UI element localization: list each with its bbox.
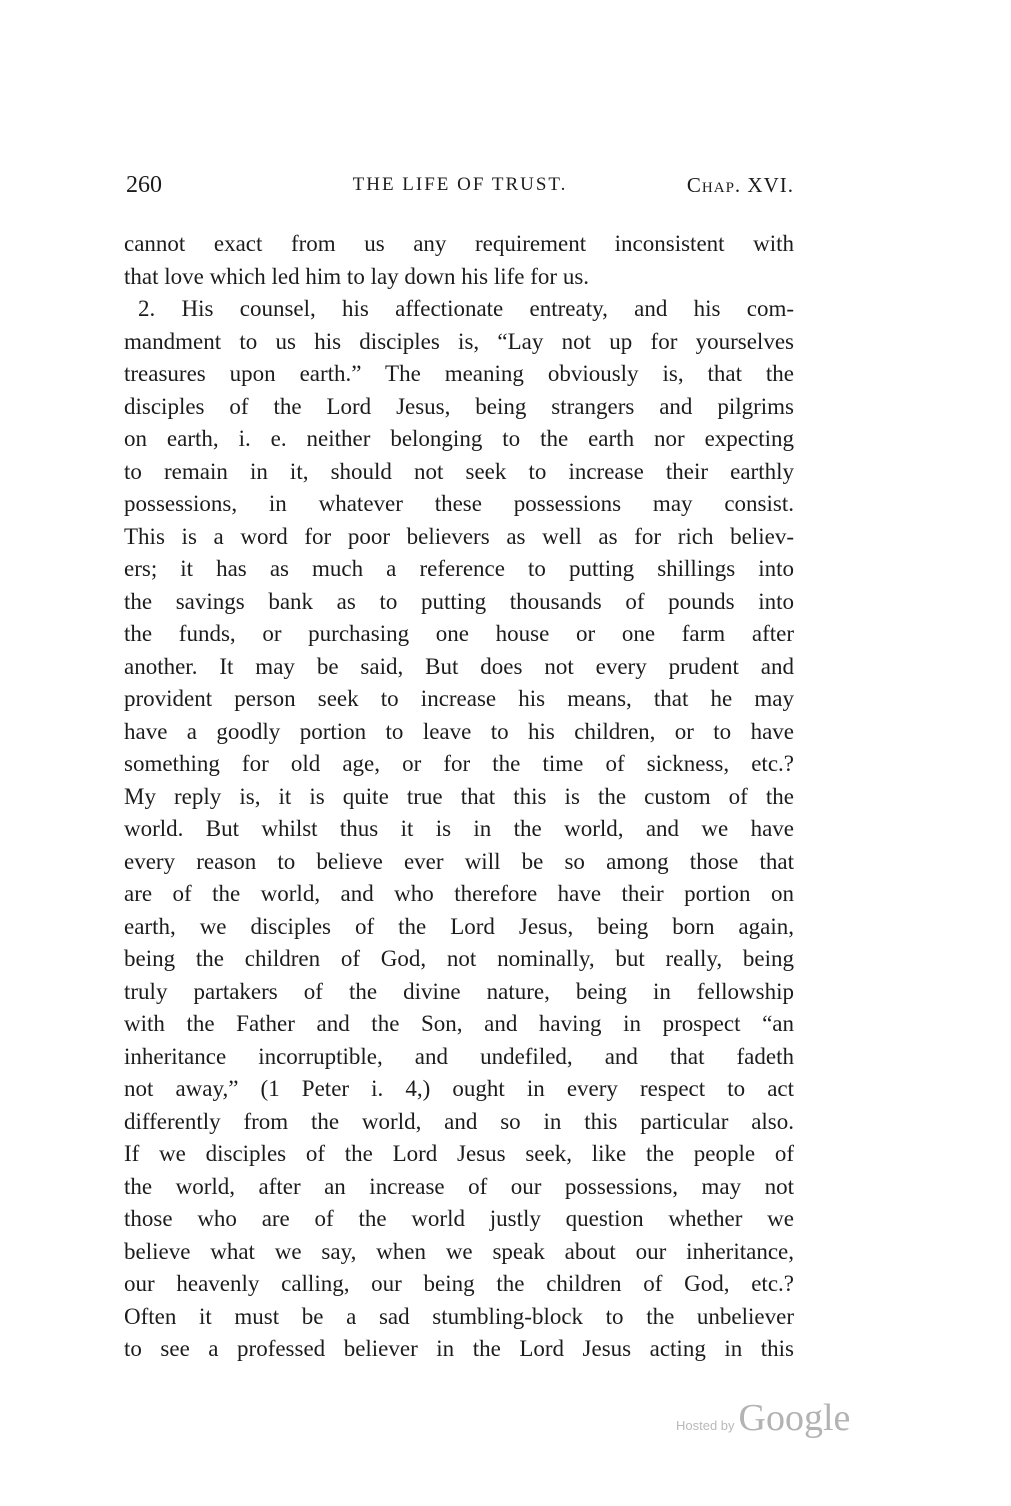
text-line: differently from the world, and so in this particular also. xyxy=(124,1108,794,1134)
text-line: treasures upon earth.” The meaning obviously is, that the xyxy=(124,361,794,386)
text-line: being the children of God, not nominally, but really, being xyxy=(124,946,794,971)
text-line: another. It may be said, But does not every prudent and xyxy=(124,653,794,679)
running-head xyxy=(126,168,794,202)
text-line: not away,” (1 Peter i. 4,) ought in every respect to act xyxy=(124,1076,794,1101)
text-line: with the Father and the Son, and having in prospect “an xyxy=(124,1011,794,1036)
text-line: the world, after an increase of our possessions, may not xyxy=(124,1173,794,1199)
text-line: our heavenly calling, our being the children of God, etc.? xyxy=(124,1271,794,1296)
text-line: believe what we say, when we speak about our inheritance, xyxy=(124,1238,794,1264)
google-logo: Google xyxy=(738,1397,851,1439)
body-text xyxy=(124,228,794,1366)
text-line: the funds, or purchasing one house or one farm after xyxy=(124,621,794,646)
text-line: something for old age, or for the time of sickness, etc.? xyxy=(124,751,794,776)
page-number: 260 xyxy=(126,172,162,198)
text-line: that love which led him to lay down his life for us. xyxy=(124,263,590,289)
text-line: earth, we disciples of the Lord Jesus, being born again, xyxy=(124,913,794,939)
text-line: possessions, in whatever these possessions may consist. xyxy=(124,491,794,516)
text-line: the savings bank as to putting thousands of pounds into xyxy=(124,588,794,614)
text-line: inheritance incorruptible, and undefiled, and that fadeth xyxy=(124,1043,794,1069)
text-line: ers; it has as much a reference to putting shillings into xyxy=(124,556,794,581)
text-line: My reply is, it is quite true that this is the custom of the xyxy=(124,783,794,809)
text-line: have a goodly portion to leave to his children, or to have xyxy=(124,718,794,744)
hosted-by-watermark xyxy=(676,1396,850,1444)
text-line: every reason to believe ever will be so among those that xyxy=(124,848,794,874)
text-line: 2. His counsel, his affectionate entreaty, and his com- xyxy=(138,296,794,321)
text-line: those who are of the world justly question whether we xyxy=(124,1206,794,1231)
text-line: to remain in it, should not seek to increase their earthly xyxy=(124,458,794,484)
text-line: cannot exact from us any requirement inconsistent with xyxy=(124,231,794,256)
text-line: disciples of the Lord Jesus, being strangers and pilgrims xyxy=(124,393,794,419)
hosted-by-label: Hosted by xyxy=(676,1418,735,1433)
text-line: on earth, i. e. neither belonging to the earth nor expecting xyxy=(124,426,794,451)
text-line: Often it must be a sad stumbling-block to the unbeliever xyxy=(124,1303,794,1329)
text-line: are of the world, and who therefore have their portion on xyxy=(124,881,794,906)
text-line: world. But whilst thus it is in the world, and we have xyxy=(124,816,794,841)
text-line: truly partakers of the divine nature, being in fellowship xyxy=(124,978,794,1004)
chapter-label: Chap. XVI. xyxy=(686,173,794,197)
book-title: THE LIFE OF TRUST. xyxy=(352,174,568,195)
text-line: to see a professed believer in the Lord Jesus acting in this xyxy=(124,1336,794,1361)
text-line: If we disciples of the Lord Jesus seek, like the people of xyxy=(124,1141,794,1166)
text-line: mandment to us his disciples is, “Lay not up for yourselves xyxy=(124,328,794,354)
text-line: This is a word for poor believers as well as for rich believ- xyxy=(124,523,794,549)
text-line: provident person seek to increase his means, that he may xyxy=(124,686,794,711)
